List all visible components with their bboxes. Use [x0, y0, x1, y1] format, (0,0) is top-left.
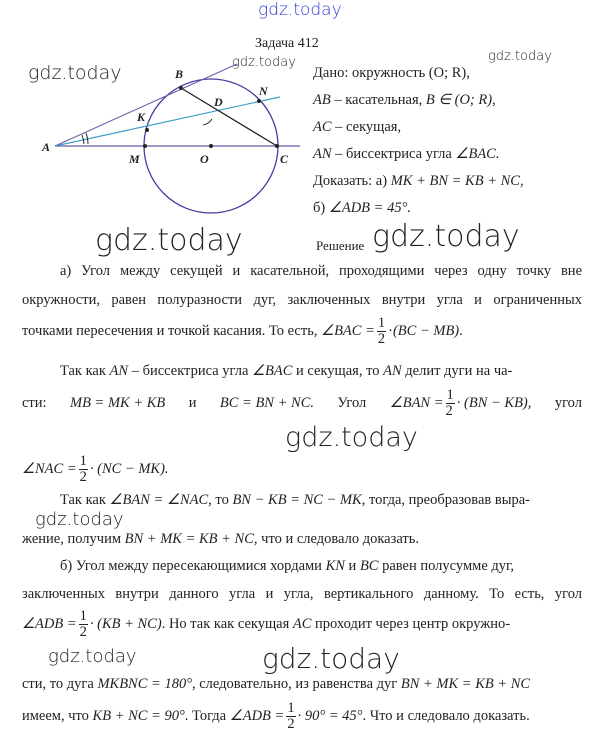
math: BN − KB = NC − MK: [232, 492, 362, 508]
math: BC = BN + NC.: [219, 395, 314, 411]
math: ∠BAC =: [321, 322, 375, 339]
fraction: [286, 701, 295, 732]
watermark: gdz.today: [488, 49, 552, 64]
task-title: Задача 412: [255, 36, 319, 51]
watermark: gdz.today: [285, 422, 418, 453]
text-line: окружности, равен полуразности дуг, заключенных внутри угла и ограниченных: [22, 292, 582, 308]
text: угол: [554, 395, 582, 411]
text-line: [60, 558, 514, 575]
text: жение, получим: [22, 531, 125, 547]
math: ∠NAC =: [22, 460, 77, 477]
text: б) Угол между пересекающимися хордами: [60, 558, 326, 574]
fraction: [79, 454, 88, 485]
text: , тогда, преобразовав выра-: [361, 492, 530, 508]
angle-mark: [203, 119, 212, 125]
text: сти, то дуга: [22, 676, 98, 692]
watermark: gdz.today: [28, 62, 122, 84]
text: – биссектриса угла: [128, 363, 253, 379]
math: ∠BAN =: [389, 394, 444, 411]
denominator: 2: [377, 331, 386, 347]
text: , что и следовало доказать.: [253, 531, 419, 547]
text: равен полусумме дуг,: [378, 558, 514, 574]
math: · (BN − KB),: [456, 394, 532, 411]
numerator: 1: [79, 608, 87, 624]
text: точками пересечения и точкой касания. То есть,: [22, 322, 322, 339]
numerator: 1: [377, 315, 386, 331]
watermark: gdz.today: [48, 646, 137, 667]
text-line: [22, 316, 463, 347]
text: сти:: [22, 395, 47, 411]
angle-mark: [86, 133, 88, 144]
math: KN: [325, 558, 345, 574]
solution-heading: Решение: [316, 238, 365, 253]
numerator: 1: [446, 387, 454, 403]
math: B ∈ (O; R),: [425, 92, 496, 108]
fraction: [79, 609, 88, 640]
fraction: [446, 388, 455, 419]
watermark: gdz.today: [232, 55, 296, 70]
text-line: [22, 701, 530, 732]
prove-line: [313, 200, 411, 217]
math: BN + MK = KB + NC: [124, 531, 254, 547]
text-line: заключенных внутри данного угла и угла, вертикального данному. То есть, угол: [22, 586, 582, 602]
math: AN: [109, 363, 129, 379]
math: AB: [313, 92, 331, 108]
given-line: [313, 92, 496, 109]
label-n: N: [259, 84, 268, 98]
text: – секущая,: [331, 119, 402, 135]
given-line: Дано: окружность (O; R),: [313, 65, 470, 81]
text: , следовательно, из равенства дуг: [192, 676, 401, 692]
text-line: [22, 388, 582, 419]
text: и секущая, то: [292, 363, 384, 379]
math: MB = MK + KB: [69, 395, 166, 411]
text-line: [22, 609, 510, 640]
numerator: 1: [287, 700, 295, 716]
text: ·: [388, 322, 393, 339]
label-b: B: [175, 67, 184, 81]
text-line: [60, 492, 530, 509]
text-line: [60, 363, 512, 380]
math: AN: [313, 146, 332, 162]
text: Доказать: а): [313, 173, 391, 189]
math: KB + NC = 90°: [92, 707, 185, 724]
watermark: gdz.today: [372, 219, 520, 254]
math: MK + BN = KB + NC,: [390, 173, 524, 189]
math: ∠ADB =: [229, 707, 285, 724]
text: проходит через центр окружно-: [311, 615, 511, 632]
text: – касательная,: [330, 92, 426, 108]
text: имеем, что: [22, 707, 93, 724]
prove-line: [313, 173, 524, 190]
fraction: [377, 316, 386, 347]
math: · (KB + NC): [89, 615, 162, 632]
math: AN: [383, 363, 402, 379]
watermark: gdz.today: [258, 0, 342, 20]
text-line: [22, 676, 530, 693]
math: AC: [292, 615, 312, 632]
math: AC: [313, 119, 332, 135]
text: Угол: [337, 395, 367, 411]
text-line: [22, 531, 419, 548]
given-line: [313, 146, 499, 163]
text: – биссектриса угла: [331, 146, 456, 162]
math: · (NC − MK).: [89, 460, 169, 477]
text: б): [313, 200, 329, 216]
math: · 90° = 45°: [297, 707, 363, 724]
math: ∠BAN = ∠NAC: [109, 492, 209, 508]
label-o: O: [200, 152, 209, 166]
text: , то: [208, 492, 233, 508]
text-line: а) Угол между секущей и касательной, проходящими через одну точку вне: [60, 263, 582, 279]
text: Так как: [60, 492, 110, 508]
text: и: [344, 558, 360, 574]
label-k: K: [137, 110, 146, 124]
label-d: D: [214, 95, 223, 109]
label-a: A: [42, 140, 51, 154]
numerator: 1: [79, 453, 87, 469]
math: ∠BAC.: [455, 146, 500, 162]
text: . Что и следовало доказать.: [362, 707, 530, 724]
geometry-diagram: [0, 55, 310, 225]
text: . Но так как секущая: [161, 615, 293, 632]
math: BC: [359, 558, 379, 574]
bisector-an: [55, 97, 280, 146]
math: ∠ADB = 45°.: [328, 200, 411, 216]
math: ∠ADB =: [22, 615, 77, 632]
text: делит дуги на ча-: [401, 363, 513, 379]
label-c: C: [280, 152, 289, 166]
text: .: [459, 322, 463, 339]
denominator: 2: [79, 624, 87, 640]
math: ∠BAC: [252, 363, 293, 379]
denominator: 2: [287, 716, 295, 732]
watermark: gdz.today: [95, 223, 243, 258]
denominator: 2: [79, 469, 87, 485]
text: Так как: [60, 363, 110, 379]
text-line: [22, 454, 169, 485]
given-line: [313, 119, 401, 136]
label-m: M: [129, 152, 140, 166]
math: BN + MK = KB + NC: [400, 676, 531, 692]
math: (BC − MB): [392, 322, 460, 339]
watermark: gdz.today: [35, 509, 124, 530]
watermark: gdz.today: [262, 642, 400, 675]
text: и: [188, 395, 197, 411]
denominator: 2: [445, 403, 453, 419]
math: MKBNC = 180°: [97, 676, 192, 692]
text: . Тогда: [184, 707, 230, 724]
